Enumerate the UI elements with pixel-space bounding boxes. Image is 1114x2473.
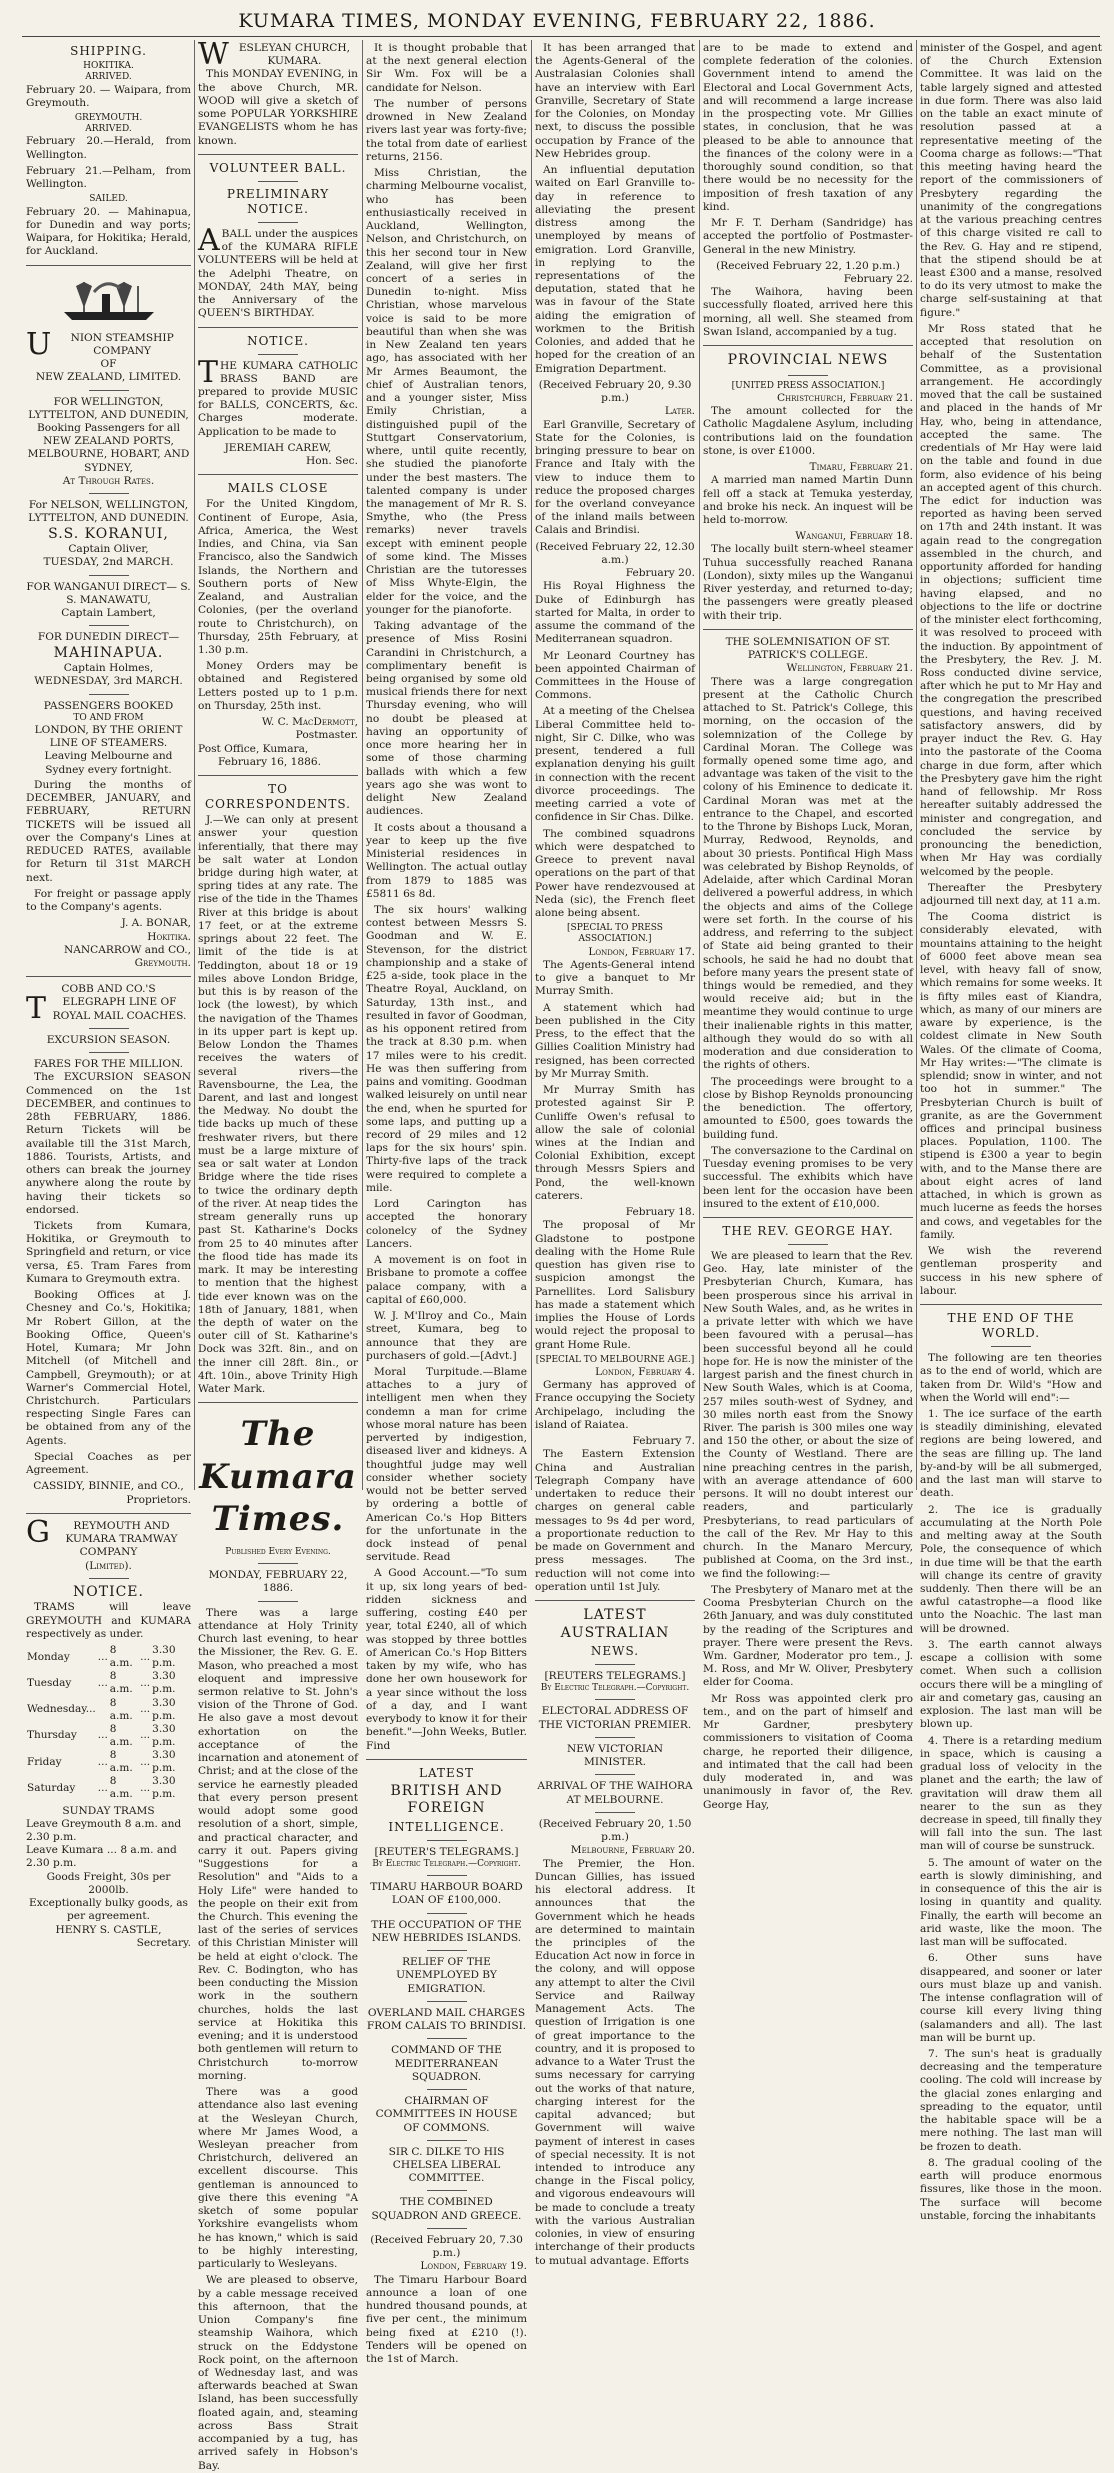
column-6 bbox=[920, 42, 1102, 2222]
divider bbox=[427, 2140, 467, 2141]
divider bbox=[427, 1950, 467, 1951]
article-paragraph: An influential deputation waited on Earl Granville to-day in reference to alleviating the present distress among the unemployed by means of emigration. Lord Granville, in replying to the representations of the deputation, stated that he was in favour of the State aiding the emigration of workmen to the British Colonies, and added that he hoped for the creation of an Emigration Department. bbox=[535, 164, 695, 375]
article-paragraph: The Premier, the Hon. Duncan Gillies, has issued his electoral address. It announces that the Government which he heads are determined to maintain the principles of the Education Act now in force in the colony, and will oppose any attempt to alter the Civil Service and Railway Management Acts. The question of Irrigation is one of great importance to the country, and it is proposed to advance to a Water Trust the sums necessary for carrying out the works of that nature, charging interest for the capital advanced; but Government will waive payment of interest in cases of special necessity. It is not intended to introduce any change in the Fiscal policy, and vigorous endeavours will be made to conclude a treaty with the various Australian colonies, in view of ensuring interchange of their products to mutual advantage. Efforts bbox=[535, 1857, 695, 2267]
signature: February 16, 1886. bbox=[218, 755, 321, 768]
timetable-cell: Wednesday... bbox=[27, 1703, 96, 1716]
article-paragraph: The conversazione to the Cardinal on Tuesday evening promises to be very successful. The exhibits which have been lent for the occasion have been insured to the extent of £10,000. bbox=[703, 1144, 913, 1210]
article-paragraph: Mr Ross was appointed clerk pro tem., and on the part of himself and Mr Gardner, presbytery commissioners to visitation of Cooma charge, he reported their diligence, and intimated that the call had been duly moderated in, and was unanimously in favor of, the Rev. George Hay, bbox=[703, 1692, 913, 1811]
timetable-cell: 3.30 p.m. bbox=[152, 1644, 176, 1670]
timetable-row bbox=[26, 1723, 191, 1749]
dateline: (Received February 20, 1.50 p.m.) bbox=[538, 1817, 692, 1844]
shipping-entry: February 20. — Mahinapua, for Dunedin and way ports; Waipara, for Hokitika; Herald, for Auckland. bbox=[26, 205, 191, 258]
ad-line: Exceptionally bulky goods, as per agreement. bbox=[29, 1897, 188, 1923]
article-paragraph: 6. Other suns have disappeared, and sooner or later ours must blaze up and vanish. The intense conflagration will of course kill every living thing (salamanders and all). The last man will be burnt up. bbox=[920, 1952, 1102, 2044]
column-rule bbox=[916, 40, 917, 1490]
timetable-cell: Tuesday bbox=[27, 1676, 72, 1689]
divider bbox=[89, 1052, 129, 1053]
section-heading: TO CORRESPONDENTS. bbox=[205, 782, 351, 812]
article-paragraph: Miss Christian, the charming Melbourne vocalist, who has been enthusiastically received in Auckland, Wellington, Nelson, and Christchurch, on this her second tour in New Zealand, will give her first concert of a series in Dunedin to-night. Miss Christian, whose marvelous voice is said to be more beautiful than when she was in New Zealand ten years ago, has associated with her Mr Armes Beaumont, the chief of Australian tenors, and a younger sister, Miss Emily Christian, a distinguished pupil of the Stuttgart Conservatorium, where, until quite recently, she studied the pianoforte under the best masters. The talented company is under the management of Mr R. S. Smythe, who (the Press remarks) never travels except with eminent people of some kind. The Misses Christian are the tutoresses of Miss Whyte-Elgin, the elder for the voice, and the younger for the pianoforte. bbox=[366, 167, 528, 616]
article-paragraph: The amount collected for the Catholic Magdalene Asylum, including contributions laid on the foundation stone, is over £1000. bbox=[703, 405, 913, 457]
article-paragraph: The proceedings were brought to a close by Bishop Reynolds pronouncing the benediction. The offertory, amounted to £500, goes towards the building fund. bbox=[703, 1075, 913, 1141]
news-headline: COMMAND OF THE MEDITERRANEAN SQUADRON. bbox=[391, 2044, 502, 2083]
article-paragraph: The Timaru Harbour Board announce a loan of one hundred thousand pounds, at five per cent., the minimum being fixed at £210 (!). Tenders will be opened on the 1st of March. bbox=[366, 2273, 527, 2366]
ad-title: ESLEYAN CHURCH, KUMARA. bbox=[238, 42, 351, 68]
shipping-entry: February 21.—Pelham, from Wellington. bbox=[26, 164, 191, 191]
divider bbox=[198, 1402, 358, 1403]
newspaper-logo: The Kumara Times. bbox=[199, 1414, 357, 1540]
divider bbox=[366, 1759, 527, 1760]
ad-paragraph: TRAMS will leave GREYMOUTH and KUMARA respectively as under. bbox=[26, 1601, 191, 1640]
news-headline: THE COMBINED SQUADRON AND GREECE. bbox=[371, 2196, 522, 2222]
ad-line: Leave Greymouth 8 a.m. and 2.30 p.m. bbox=[26, 1817, 182, 1843]
section-heading: LATEST AUSTRALIAN bbox=[560, 1607, 670, 1641]
divider bbox=[258, 1563, 298, 1564]
column-3 bbox=[366, 42, 528, 2366]
signature: CASSIDY, BINNIE, and CO., bbox=[33, 1480, 184, 1493]
divider bbox=[89, 694, 129, 695]
divider bbox=[198, 327, 358, 328]
divider bbox=[89, 493, 129, 494]
timetable-cell: 3.30 p.m. bbox=[152, 1722, 176, 1748]
article-paragraph: Lord Carington has accepted the honorary colonelcy of the Sydney Lancers. bbox=[366, 1198, 527, 1250]
dateline: (Received February 20, 9.30 p.m.) bbox=[538, 378, 692, 405]
ad-title: NEW ZEALAND, LIMITED. bbox=[35, 371, 182, 384]
divider bbox=[788, 375, 828, 376]
ad-line: TUESDAY, 2nd MARCH. bbox=[43, 556, 174, 569]
article-paragraph: The Waihora, having been successfully floated, arrived here this morning, all well. She steamed from Swan Island, accompanied by a tug. bbox=[703, 286, 913, 338]
timetable-cell: ... bbox=[140, 1703, 151, 1716]
divider bbox=[703, 1217, 913, 1218]
article-paragraph: Moral Turpitude.—Blame attaches to a jury of intelligent men when they condemn a man for crime whose moral nature has been perverted by indigestion, diseased liver and kidneys. A thoughtful judge may well consider whether society would not be better served by ordering a bottle of American Co.'s Hop Bitters for the unfortunate in the dock instead of penal servitude. Read bbox=[366, 1365, 527, 1564]
ad-line: Booking Passengers for all bbox=[37, 422, 180, 434]
article-paragraph: We wish the reverend gentleman prosperity and success in his new sphere of labour. bbox=[920, 1245, 1102, 1297]
divider bbox=[89, 1578, 129, 1579]
article-paragraph: The combined squadrons which were despatched to Greece to prevent naval operations on the part of that Power have rendezvoused at Neda (sic), the French fleet alone being absent. bbox=[535, 827, 695, 919]
ad-paragraph: For freight or passage apply to the Company's agents. bbox=[26, 887, 191, 914]
timetable-row bbox=[26, 1670, 191, 1696]
timetable-cell: Saturday bbox=[27, 1781, 76, 1794]
divider bbox=[595, 1812, 635, 1813]
article-paragraph: It is thought probable that at the next general election Sir Wm. Fox will be a candidate for Nelson. bbox=[366, 42, 527, 94]
article-paragraph: The Agents-General intend to give a banquet to Mr Murray Smith. bbox=[535, 958, 695, 998]
shipping-entry: February 20. — Waipara, from Greymouth. bbox=[26, 83, 191, 109]
wire-source: [REUTER'S TELEGRAMS.] bbox=[374, 1845, 519, 1858]
column-2 bbox=[198, 37, 358, 2472]
divider bbox=[26, 1513, 191, 1514]
dateline: February 7. bbox=[632, 1435, 695, 1448]
ad-line: Captain Lambert, bbox=[61, 607, 156, 620]
dateline: Wanganui, February 18. bbox=[795, 530, 913, 543]
timetable-row bbox=[26, 1697, 191, 1723]
article-paragraph: Germany has approved of France occupying the Society Archipelago, including the island of Raiatea. bbox=[535, 1379, 695, 1431]
shipping-entry: February 20.—Herald, from Wellington. bbox=[26, 135, 191, 161]
ad-line: LONDON, BY THE ORIENT LINE OF STEAMERS. bbox=[34, 724, 183, 750]
divider bbox=[258, 354, 298, 355]
timetable-cell: Friday bbox=[27, 1755, 62, 1768]
column-rule bbox=[699, 40, 700, 1490]
divider bbox=[427, 2038, 467, 2039]
divider bbox=[595, 1774, 635, 1775]
article-paragraph: The Cooma district is considerably elevated, with mountains attaining to the height of 6000 feet above mean sea level, with heavy fall of snow, which remains for some weeks. It is fifty miles east of Kiandra, which, as many of our miners are aware by experience, is the coldest climate in New South Wales. Of the climate of Cooma, Mr Hay writes:—"The climate is splendid; snow in winter, and not too hot in summer." The Presbyterian Church is built of granite, as are the Government offices and principal business places. Population, 1100. The stipend is £300 a year to begin with, and to the Manse there are about eight acres of land attached, in which is grown as much lucerne as feeds the horses and cows, and vegetables for the family. bbox=[920, 911, 1102, 1241]
signature: Hokitika. bbox=[147, 930, 191, 943]
article-paragraph: The six hours' walking contest between Messrs S. Goodman and W. E. Stevenson, for the district championship and a stake of £25 a-side, took place in the Theatre Royal, Auckland, on Saturday, 13th inst., and resulted in favor of Goodman, as his opponent retired from the track at 8.30 p.m. when 17 miles were to his credit. He was then suffering from pains and vomiting. Goodman walked leisurely on until near the end, when he spurted for some laps, and putting up a record of 29 miles and 12 laps for the six hours' spin. Thirty-five laps of the track were required to complete a mile. bbox=[366, 904, 527, 1194]
wire-source: By Electric Telegraph.—Copyright. bbox=[372, 1859, 521, 1869]
ad-title: NOTICE. bbox=[247, 333, 309, 348]
shipping-heading: SHIPPING. bbox=[70, 44, 147, 58]
timetable-cell: 8 a.m. bbox=[109, 1696, 133, 1722]
dateline: Later. bbox=[664, 405, 695, 418]
divider bbox=[427, 2228, 467, 2229]
dateline: London, February 4. bbox=[595, 1366, 695, 1379]
ad-text: HE KUMARA CATHOLIC BRASS BAND are prepared to provide MUSIC for BALLS, CONCERTS, &c. Charges moderate. Application to be made to bbox=[198, 359, 358, 438]
signature: HENRY S. CASTLE, bbox=[55, 1923, 162, 1936]
divider bbox=[26, 265, 191, 266]
article-paragraph: There was a large attendance at Holy Trinity Church last evening, to hear the Missioner, the Rev. G. E. Mason, who preached a most eloquent and impressive sermon relative to St. John's vision of the Throne of God. He also gave a most devout exhortation on the acceptance of the incarnation and atonement of Christ; and at the close of the service he earnestly pleaded that every person present would adopt some good resolution of a short, simple, and practical character, and carry it out. Papers giving "Suggestions for a Resolution" and "Aids to a Holy Life" were handed to the people on their exit from the Church. This evening the last of the series of services of this Christian Minister will be held at eight o'clock. The Rev. C. Bodington, who has been conducting the Mission work in the southern churches, holds the last service at Hokitika this evening; and it is understood both gentlemen will return to Christchurch to-morrow morning. bbox=[198, 1606, 358, 2082]
signature: Greymouth. bbox=[134, 956, 191, 969]
ad-title: FARES FOR THE MILLION. bbox=[33, 1058, 184, 1071]
shipping-subhead: ARRIVED. bbox=[85, 124, 132, 135]
dateline: London, February 19. bbox=[420, 2260, 527, 2273]
dateline: Wellington, February 21. bbox=[786, 662, 913, 675]
article-paragraph: The proposal of Mr Gladstone to postpone dealing with the Home Rule question has given rise to suspicion amongst the Parnellites. Lord Salisbury has made a statement which implies the House of Lords would reject the proposal to grant Home Rule. bbox=[535, 1219, 695, 1351]
ad-title: SUNDAY TRAMS bbox=[62, 1804, 155, 1817]
divider bbox=[89, 575, 129, 576]
ad-title: (Limited). bbox=[85, 1559, 132, 1572]
ad-line: Goods Freight, 30s per 2000lb. bbox=[46, 1870, 171, 1896]
article-paragraph: A statement which had been published in the City Press, to the effect that the Gillies Coalition Ministry had resigned, has been corrected by Mr Murray Smith. bbox=[535, 1001, 695, 1080]
column-4 bbox=[535, 42, 695, 2267]
ad-paragraph: During the months of DECEMBER, JANUARY, and FEBRUARY, RETURN TICKETS will be issued all over the Company's Lines at REDUCED RATES, available for Return til 31st MARCH next. bbox=[26, 778, 191, 884]
dropcap: T bbox=[198, 354, 219, 390]
dropcap: U bbox=[26, 326, 52, 362]
ad-line: TO AND FROM bbox=[73, 712, 144, 723]
ad-line: For NELSON, WELLINGTON, LYTTELTON, AND DUNEDIN. bbox=[28, 499, 189, 525]
timetable-cell: 8 a.m. bbox=[109, 1749, 133, 1775]
ad-line: FOR DUNEDIN DIRECT— bbox=[37, 631, 180, 644]
ad-paragraph: The EXCURSION SEASON Commenced on the 1st DECEMBER, and continues to 28th FEBRUARY, 1886. Return Tickets will be available till the 31st March, 1886. Tourists, Artists, and others can break the journey anywhere along the route by having their tickets so endorsed. bbox=[26, 1071, 191, 1216]
article-paragraph: There was a good attendance also last evening at the Wesleyan Church, where Mr James Wood, a Wesleyan preacher from Christchurch, delivered an excellent discourse. This gentleman is announced to give there this evening "A sketch of some popular Yorkshire evangelists whom he has known," which is said to be highly interesting, particularly to Wesleyans. bbox=[198, 2086, 358, 2271]
tram-timetable bbox=[26, 1644, 191, 1802]
divider bbox=[703, 345, 913, 346]
timetable-cell: 3.30 p.m. bbox=[152, 1696, 176, 1722]
divider bbox=[26, 976, 191, 977]
divider bbox=[703, 629, 913, 630]
news-headline: SIR C. DILKE TO HIS CHELSEA LIBERAL COMMITTEE. bbox=[388, 2145, 505, 2185]
ad-paragraph: Tickets from Kumara, Hokitika, or Greymouth to Springfield and return, or vice versa, £5. Tram Fares from Kumara to Greymouth extra. bbox=[26, 1219, 191, 1285]
divider bbox=[427, 2190, 467, 2191]
article-paragraph: Earl Granville, Secretary of State for the Colonies, is bringing pressure to bear on France and Italy with the view to induce them to reduce the proposed charges for the overland conveyance of the inland mails between Calais and Brindisi. bbox=[535, 418, 695, 537]
ad-title: NION STEAMSHIP COMPANY bbox=[70, 331, 174, 357]
divider bbox=[427, 2089, 467, 2090]
article-paragraph: We are pleased to learn that the Rev. Geo. Hay, late minister of the Presbyterian Church, Kumara, has been prosperous since his arrival in New South Wales, and, as he writes in a private letter with which we have been favoured with a perusal—has been successful beyond all he could hope for. He is now the minister of the largest parish and the finest church in New South Wales, which is at Cooma, 257 miles south-west of Sydney, and 30 miles north east from the Snowy River. The parish is 300 miles one way and 150 the other, or about the size of the County of Westland. There are nine preaching centres in the parish, with an average attendance of 600 persons. It will no doubt interest our readers, and particularly Presbyterians, to read particulars of the call of the Rev. Mr Hay to this church. In the Manaro Mercury, published at Cooma, on the 3rd inst., we find the following:— bbox=[703, 1249, 913, 1580]
wire-source: [SPECIAL TO PRESS ASSOCIATION.] bbox=[567, 923, 663, 945]
ad-paragraph: For the United Kingdom, Continent of Europe, Asia, Africa, America, the West Indies, and China, via San Francisco, also the Sandwich Islands, the Northern and Southern ports of New Zealand, and Australian Colonies, (per the overland route to Christchurch), on Thursday, 25th February, at 1.30 p.m. bbox=[198, 498, 358, 656]
section-heading: BRITISH AND FOREIGN bbox=[390, 1782, 503, 1817]
timetable-cell: ... bbox=[140, 1676, 151, 1689]
cobb-ad bbox=[26, 983, 191, 1071]
ad-paragraph bbox=[198, 354, 358, 439]
timetable-cell: 3.30 p.m. bbox=[152, 1670, 176, 1696]
article-paragraph: 5. The amount of water on the earth is slowly diminishing, and in consequence of this the air is losing in quantity and quality. Finally, the earth will become an arid waste, like the moon. The last man will be suffocated. bbox=[920, 1856, 1102, 1949]
timetable-cell: 3.30 p.m. bbox=[152, 1775, 176, 1801]
divider bbox=[89, 1028, 129, 1029]
masthead-rule bbox=[22, 36, 1100, 37]
divider bbox=[595, 1664, 635, 1665]
ad-line: WEDNESDAY, 3rd MARCH. bbox=[34, 675, 183, 688]
timetable-cell: ... bbox=[97, 1781, 108, 1794]
divider bbox=[258, 181, 298, 182]
ad-title: OF bbox=[100, 358, 117, 371]
ad-line: PASSENGERS BOOKED bbox=[43, 699, 174, 712]
ad-title: ELEGRAPH LINE OF ROYAL MAIL COACHES. bbox=[52, 996, 187, 1022]
timetable-row bbox=[26, 1644, 191, 1670]
ad-title: COBB AND CO.'S bbox=[61, 983, 156, 996]
timetable-cell: ... bbox=[97, 1650, 108, 1663]
news-headline: NEW VICTORIAN MINISTER. bbox=[566, 1742, 664, 1769]
column-rule bbox=[531, 40, 532, 1490]
ad-text: BALL under the auspices of the KUMARA RIFLE VOLUNTEERS will be held at the Adelphi Theatre, on MONDAY, 24th MAY, being the Anniversary of the QUEEN'S BIRTHDAY. bbox=[198, 227, 358, 320]
column-rule bbox=[194, 40, 195, 1490]
news-headline: ARRIVAL OF THE WAIHORA AT MELBOURNE. bbox=[537, 1780, 693, 1806]
article-paragraph: A married man named Martin Dunn fell off a stack at Temuka yesterday, and broke his neck. An inquest will be held to-morrow. bbox=[703, 474, 913, 527]
article-paragraph: It has been arranged that the Agents-General of the Australasian Colonies shall have an interview with Earl Granville, Secretary of State for the Colonies, on Monday next, to discuss the possible occupation by France of the New Hebrides group. bbox=[535, 42, 695, 160]
ad-paragraph: This MONDAY EVENING, in the above Church, MR. WOOD will give a sketch of some POPULAR YORKSHIRE EVANGELISTS whom he has known. bbox=[198, 68, 358, 147]
timetable-row bbox=[26, 1775, 191, 1801]
article-paragraph: Taking advantage of the presence of Miss Rosini Carandini in Christchurch, a complimentary benefit is being organised by some old musical friends there for next Thursday evening, who will no doubt be pleased at having an opportunity of once more hearing her in some of those charming ballads with which a few years ago she was wont to delight New Zealand audiences. bbox=[366, 620, 527, 818]
article-paragraph: There was a large congregation present at the Catholic Church attached to St. Patrick's College, this morning, on the occasion of the solemnization of the College by Cardinal Moran. The College was formally opened some time ago, and advantage was taken of the visit to the colony of his Eminence to dedicate it. Cardinal Moran was met at the entrance to the Chapel, and escorted to the Throne by Bishops Luck, Moran, Murray, Redwood, Reynolds, and about 30 priests. Pontifical High Mass was celebrated by Bishop Reynolds, of Adelaide, after which Cardinal Moran delivered a powerful address, in which the objects and aims of the College were set forth. In the course of his address, and referring to the subject of State aid being granted to their schools, he said he had no doubt that before many years the present state of things would be remedied, and they would receive aid; but in the meantime they would continue to urge their inalienable rights in this matter, although they would do so with all moderation and due consideration to the rights of others. bbox=[703, 675, 913, 1072]
ad-line: Captain Oliver, bbox=[68, 543, 149, 556]
article-paragraph: At a meeting of the Chelsea Liberal Committee held to-night, Sir C. Dilke, who was present, tendered a full explanation denying his guilt in connection with the recent divorce proceedings. The meeting carried a vote of confidence in Sir Chas. Dilke. bbox=[535, 705, 695, 824]
signature: Proprietors. bbox=[126, 1493, 191, 1506]
divider bbox=[427, 2001, 467, 2002]
article-paragraph: minister of the Gospel, and agent of the Church Extension Committee. It was laid on the table largely signed and attested in due form. There was also laid on the table an exact minute of resolution passed at a representative meeting of the Cooma charge as follows:—"That this meeting having heard the report of the commissioners of Presbytery regarding the unanimity of the congregations at the various preaching centres of this charge visited re call to the Rev. G. Hay and re stipend, that the stipend should be at least £300 and a manse, resolved to do its very utmost to make the charge self-sustaining at that figure." bbox=[920, 42, 1102, 319]
divider bbox=[920, 1304, 1102, 1305]
ad-title: MAILS CLOSE bbox=[227, 481, 329, 496]
ad-title: NOTICE. bbox=[73, 1583, 144, 1600]
article-paragraph: 1. The ice surface of the earth is steadily diminishing, elevated regions are being lowered, and the seas are filling up. The land by-and-by will be all submerged, and the last man will starve to death. bbox=[920, 1407, 1102, 1500]
section-heading: LATEST bbox=[419, 1765, 474, 1780]
dateline: February 20. bbox=[625, 567, 695, 580]
article-paragraph: Mr Ross stated that he accepted that resolution on behalf of the Sustentation Committee, as a provisional arrangement. He accordingly moved that the call be sustained and placed in the hands of Mr Hay, who, being in attendance, accepted the same. The credentials of Mr Hay were laid on the table and found in due form, also evidence of his being an accepted agent of this church. The edict for induction was reported as having been served on 17th and 24th instant. It was again read to the congregation assembled in the church, and opportunity afforded for handing in objections; sufficient time having elapsed, and no objections to the life or doctrine of the minister elect forthcoming, it was resolved to proceed with the induction. By appointment of the Presbytery, the Rev. J. M. Ross conducted divine service, after which he put to Mr Hay and the congregation the prescribed questions, and having received satisfactory answers, did by prayer induct the Rev. G. Hay into the pastorate of the Cooma charge in due form, after which the Presbytery gave him the right hand of fellowship. Mr Ross hereafter suitably addressed the minister and congregation, and concluded the service by pronouncing the benediction, when Mr Hay was cordially welcomed by the people. bbox=[920, 322, 1102, 878]
dropcap: G bbox=[26, 1514, 50, 1550]
signature: W. C. MacDermott, bbox=[261, 716, 358, 729]
divider bbox=[427, 1913, 467, 1914]
timetable-cell: 8 a.m. bbox=[109, 1644, 133, 1670]
article-paragraph: A Good Account.—"To sum it up, six long years of bed-ridden sickness and suffering, costing £40 per year, total £240, all of which was stopped by three bottles of American Co.'s Hop Bitters taken by my wife, who has done her own housework for a year since without the loss of a day, and I want everybody to know it for their benefit."—John Weeks, Butler. Find bbox=[366, 1567, 527, 1752]
dateline: London, February 17. bbox=[588, 945, 695, 958]
ad-paragraph: Booking Offices at J. Chesney and Co.'s, Hokitika; Mr Robert Gillon, at the Booking Office, Queen's Hotel, Kumara; Mr John Mitchell (of Mitchell and Campbell, Greymouth); or at Warner's Commercial Hotel, Christchurch. Particulars respecting Single Fares can be obtained from any of the Agents. bbox=[26, 1289, 191, 1447]
news-headline: ELECTORAL ADDRESS OF THE VICTORIAN PREMIER. bbox=[538, 1705, 692, 1731]
divider bbox=[89, 625, 129, 626]
dateline: February 22. bbox=[843, 272, 913, 285]
column-rule bbox=[362, 40, 363, 1490]
signature: Postmaster. bbox=[295, 729, 358, 742]
article-paragraph: are to be made to extend and complete federation of the colonies. Government intend to amend the Electoral and Local Government Acts, and will recommend a large increase in the prospecting vote. Mr Gillies states, in conclusion, that he was pleased to be able to announce that the finances of the colony were in a thoroughly sound condition, so that there would be no necessity for the imposition of fresh taxation of any kind. bbox=[703, 42, 913, 213]
signature: JEREMIAH CAREW, bbox=[224, 441, 332, 454]
divider bbox=[258, 1601, 298, 1602]
article-paragraph: Mr Murray Smith has protested against Sir P. Cunliffe Owen's refusal to allow the sale of colonial wines at the Indian and Colonial Exhibition, except through Messrs Spiers and Pond, the well-known caterers. bbox=[535, 1084, 695, 1202]
timetable-cell: ... bbox=[97, 1676, 108, 1689]
ad-line: Captain Holmes, bbox=[63, 662, 154, 675]
article-paragraph: His Royal Highness the Duke of Edinburgh has started for Malta, in order to assume the command of the Mediterranean squadron. bbox=[535, 580, 695, 646]
timetable-cell: 3.30 p.m. bbox=[152, 1749, 176, 1775]
ad-line: At Through Rates. bbox=[62, 474, 155, 487]
section-heading: INTELLIGENCE. bbox=[388, 1819, 505, 1834]
ad-title: REYMOUTH AND KUMARA TRAMWAY COMPANY bbox=[65, 1519, 178, 1559]
timetable-cell: 8 a.m. bbox=[109, 1775, 133, 1801]
shipping-subhead: ARRIVED. bbox=[85, 72, 132, 83]
divider bbox=[788, 1244, 828, 1245]
timetable-cell: 8 a.m. bbox=[109, 1670, 133, 1696]
article-paragraph: 2. The ice is gradually accumulating at the North Pole and melting away at the South Pole, the consequence of which in due time will be that the earth will change its centre of gravity suddenly. Then there will be an awful catastrophe—a flood like unto the Noachic. The last man will be drowned. bbox=[920, 1503, 1102, 1635]
timetable-cell: ... bbox=[140, 1650, 151, 1663]
union-ad bbox=[26, 326, 191, 777]
article-paragraph: The Presbytery of Manaro met at the Cooma Presbyterian Church on the 26th January, and was duly constituted by the reading of the Scriptures and prayer. There were present the Revs. Wm. Gardner, Moderator pro tem., J. M. Ross, and Mr W. Oliver, Presbytery elder for Cooma. bbox=[703, 1583, 913, 1689]
wesleyan-ad bbox=[198, 37, 358, 72]
article-paragraph: 7. The sun's heat is gradually decreasing and the temperature cooling. The cold will increase by the glacial zones enlarging and spreading to the equator, until the habitable space will be a mere nothing. The last man will be frozen to death. bbox=[920, 2047, 1102, 2153]
timetable-cell: ... bbox=[140, 1755, 151, 1768]
dateline: (Received February 22, 1.20 p.m.) bbox=[716, 259, 900, 272]
shipping-subhead: SAILED. bbox=[89, 194, 128, 205]
shipping-port: GREYMOUTH. bbox=[74, 112, 143, 123]
article-paragraph: Mr F. T. Derham (Sandridge) has accepted the portfolio of Postmaster-General in the new Ministry. bbox=[703, 217, 913, 256]
dateline: Christchurch, February 21. bbox=[776, 391, 913, 404]
timetable-cell: Monday bbox=[27, 1650, 70, 1663]
article-paragraph: 3. The earth cannot always escape a collision with some comet. When such a collision occurs there will be a mingling of air and cometary gas, causing an explosion. The last man will be blown up. bbox=[920, 1638, 1102, 1731]
news-headline: RELIEF OF THE UNEMPLOYED BY EMIGRATION. bbox=[396, 1956, 497, 1995]
tram-ad bbox=[26, 1514, 191, 1601]
article-paragraph: A movement is on foot in Brisbane to promote a coffee palace company, with a capital of £60,000. bbox=[366, 1254, 527, 1306]
ad-paragraph bbox=[198, 222, 358, 321]
article-paragraph: J.—We can only at present answer your question inferentially, that there may be salt water at London bridge during high water, at spring tides at any rate. The rise of the tide in the Thames River at this bridge is about 17 feet, or at the extreme springs about 22 feet. The limit of the tide is at Teddington, about 18 or 19 miles above London Bridge, but this is by reason of the lock (the lowest), by which the navigation of the Thames in its upper part is kept up. Below London the Thames receives the waters of several rivers—the Ravensbourne, the Lea, the Darent, and last and longest the Medway. No doubt the tide backs up much of these freshwater rivers, but there must be a large mixture of sea or salt water at London Bridge where the tide rises to twice the ordinary depth of the river. At neap tides the stream generally runs up past St. Katharine's Docks from 25 to 40 minutes after the flood tide has made its mark. It may be interesting to mention that the highest tide ever known was on the 18th of January, 1881, when the depth of water on the outer cill of St. Katharine's Dock was 32ft. 8in., and on the inner cill 28ft. 8in., or 4ft. 10in., above Trinity High Water Mark. bbox=[198, 814, 358, 1396]
signature: NANCARROW and CO., bbox=[63, 943, 191, 956]
dropcap: A bbox=[198, 222, 220, 258]
timetable-cell: ... bbox=[97, 1729, 108, 1742]
dateline: February 18. bbox=[625, 1206, 695, 1219]
ad-paragraph: Special Coaches as per Agreement. bbox=[26, 1450, 191, 1477]
column-1 bbox=[26, 42, 191, 1949]
article-paragraph: 4. There is a retarding medium in space, which is causing a gradual loss of velocity in the planet and the earth; the law of gravitation will draw them all nearer to the sun as they decrease in speed, till finally they will fall into the sun. The last man will of course be sunstruck. bbox=[920, 1734, 1102, 1853]
publication-note: Published Every Evening. bbox=[225, 1546, 331, 1557]
wire-source: [REUTERS TELEGRAMS.] bbox=[544, 1670, 686, 1682]
article-paragraph: 8. The gradual cooling of the earth will produce enormous fissures, like those in the moon. The surface will become unstable, forcing the inhabitants bbox=[920, 2156, 1102, 2222]
article-paragraph: The following are ten theories as to the end of world, which are taken from Dr. Wild's "How and when the World will end":— bbox=[920, 1352, 1102, 1404]
divider bbox=[198, 775, 358, 776]
news-headline: CHAIRMAN OF COMMITTEES IN HOUSE OF COMMONS. bbox=[375, 2095, 518, 2134]
ad-title: EXCURSION SEASON. bbox=[46, 1033, 171, 1046]
dateline: (Received February 22, 12.30 a.m.) bbox=[535, 540, 695, 566]
ad-title: PRELIMINARY NOTICE. bbox=[226, 186, 330, 216]
article-paragraph: Thereafter the Presbytery adjourned till next day, at 11 a.m. bbox=[920, 881, 1102, 907]
section-heading: THE END OF THE WORLD. bbox=[947, 1311, 1075, 1341]
signature: J. A. BONAR, bbox=[121, 917, 191, 930]
ship-name: MAHINAPUA. bbox=[53, 644, 164, 661]
divider bbox=[258, 222, 298, 223]
divider bbox=[89, 390, 129, 391]
section-heading: NEWS. bbox=[590, 1644, 640, 1658]
news-headline: THE OCCUPATION OF THE NEW HEBRIDES ISLANDS. bbox=[371, 1918, 522, 1944]
divider bbox=[595, 1699, 635, 1700]
dateline: Melbourne, February 20. bbox=[570, 1844, 695, 1857]
article-paragraph: It costs about a thousand a year to keep up the five Ministerial residences in Wellington. The actual outlay from 1879 to 1885 was £5811 6s 8d. bbox=[366, 821, 527, 900]
dateline: Timaru, February 21. bbox=[809, 461, 913, 474]
ad-line: NEW ZEALAND PORTS, MELBOURNE, HOBART, AND SYDNEY, bbox=[27, 435, 190, 474]
signature: Hon. Sec. bbox=[305, 455, 358, 468]
wire-source: By Electric Telegraph.—Copyright. bbox=[540, 1683, 690, 1694]
section-heading: PROVINCIAL NEWS bbox=[727, 352, 889, 369]
ship-name: S.S. KORANUI, bbox=[48, 525, 169, 542]
divider bbox=[535, 1600, 695, 1601]
divider bbox=[991, 1346, 1031, 1347]
timetable-cell: ... bbox=[97, 1755, 108, 1768]
wire-source: [UNITED PRESS ASSOCIATION.] bbox=[731, 380, 885, 391]
news-headline: OVERLAND MAIL CHARGES FROM CALAIS TO BRINDISI. bbox=[366, 2006, 527, 2033]
steamship-illustration bbox=[54, 274, 164, 324]
timetable-cell bbox=[97, 1697, 109, 1723]
column-5 bbox=[703, 42, 913, 1811]
timetable-cell: ... bbox=[140, 1729, 151, 1742]
ad-line: Leaving Melbourne and Sydney every fortnight. bbox=[44, 750, 173, 776]
dropcap: W bbox=[198, 37, 229, 72]
divider bbox=[595, 1737, 635, 1738]
timetable-cell: 8 a.m. bbox=[109, 1722, 133, 1748]
ad-line: FOR WANGANUI DIRECT— S. S. MANAWATU, bbox=[26, 580, 191, 606]
article-paragraph: Mr Leonard Courtney has been appointed Chairman of Committees in the House of Commons. bbox=[535, 649, 695, 702]
timetable-cell: Thursday bbox=[27, 1729, 77, 1742]
divider bbox=[427, 1840, 467, 1841]
section-heading: THE REV. GEORGE HAY. bbox=[722, 1223, 894, 1238]
article-paragraph: The locally built stern-wheel steamer Tuhua successfully reached Ranana (London), sixty miles up the Wanganui River yesterday, and returned to-day; the passengers were greatly pleased with their trip. bbox=[703, 543, 913, 622]
article-paragraph: The Eastern Extension China and Australian Telegraph Company have undertaken to reduce their charges on general cable messages to 9s 4d per word, a proportionate reduction to be made on Government and press messages. The reduction will not come into operation until 1st July. bbox=[535, 1448, 695, 1593]
ad-line: Leave Kumara ... 8 a.m. and 2.30 p.m. bbox=[26, 1844, 177, 1870]
ad-paragraph: Money Orders may be obtained and Registered Letters posted up to 1 p.m. on Thursday, 25th inst. bbox=[198, 660, 358, 712]
dropcap: T bbox=[26, 991, 47, 1027]
divider bbox=[427, 1875, 467, 1876]
timetable-row bbox=[26, 1749, 191, 1775]
article-paragraph: W. J. M'Ilroy and Co., Main street, Kumara, beg to announce that they are purchasers of gold.—[Advt.] bbox=[366, 1310, 527, 1362]
ad-title: VOLUNTEER BALL. bbox=[209, 160, 347, 175]
article-paragraph: We are pleased to observe, by a cable message received this afternoon, that the Union Company's fine steamship Waihora, which struck on the Eddystone Rock point, on the afternoon of Wednesday last, and was afterwards beached at Swan Island, has been successfully floated again, and, steaming across Bass Strait accompanied by a tug, has arrived safely in Hobson's Bay. bbox=[198, 2274, 358, 2472]
divider bbox=[198, 474, 358, 475]
article-paragraph: The number of persons drowned in New Zealand rivers last year was forty-five; the total from date of earliest returns, 2156. bbox=[366, 97, 527, 163]
signature: Secretary. bbox=[136, 1936, 191, 1949]
news-headline: TIMARU HARBOUR BOARD LOAN OF £100,000. bbox=[370, 1881, 523, 1907]
masthead-title: KUMARA TIMES, MONDAY EVENING, FEBRUARY 22, 1886. bbox=[238, 10, 876, 32]
signature: Post Office, Kumara, bbox=[198, 742, 309, 755]
ad-line: FOR WELLINGTON, LYTTELTON, AND DUNEDIN, bbox=[28, 395, 189, 421]
wire-source: [SPECIAL TO MELBOURNE AGE.] bbox=[535, 1354, 695, 1365]
timetable-cell: ... bbox=[140, 1781, 151, 1794]
divider bbox=[198, 154, 358, 155]
dateline: (Received February 20, 7.30 p.m.) bbox=[370, 2233, 523, 2260]
shipping-port: HOKITIKA. bbox=[83, 61, 134, 71]
news-headline: THE SOLEMNISATION OF ST. PATRICK'S COLLEGE. bbox=[725, 635, 891, 662]
issue-date: MONDAY, FEBRUARY 22, 1886. bbox=[208, 1569, 348, 1595]
